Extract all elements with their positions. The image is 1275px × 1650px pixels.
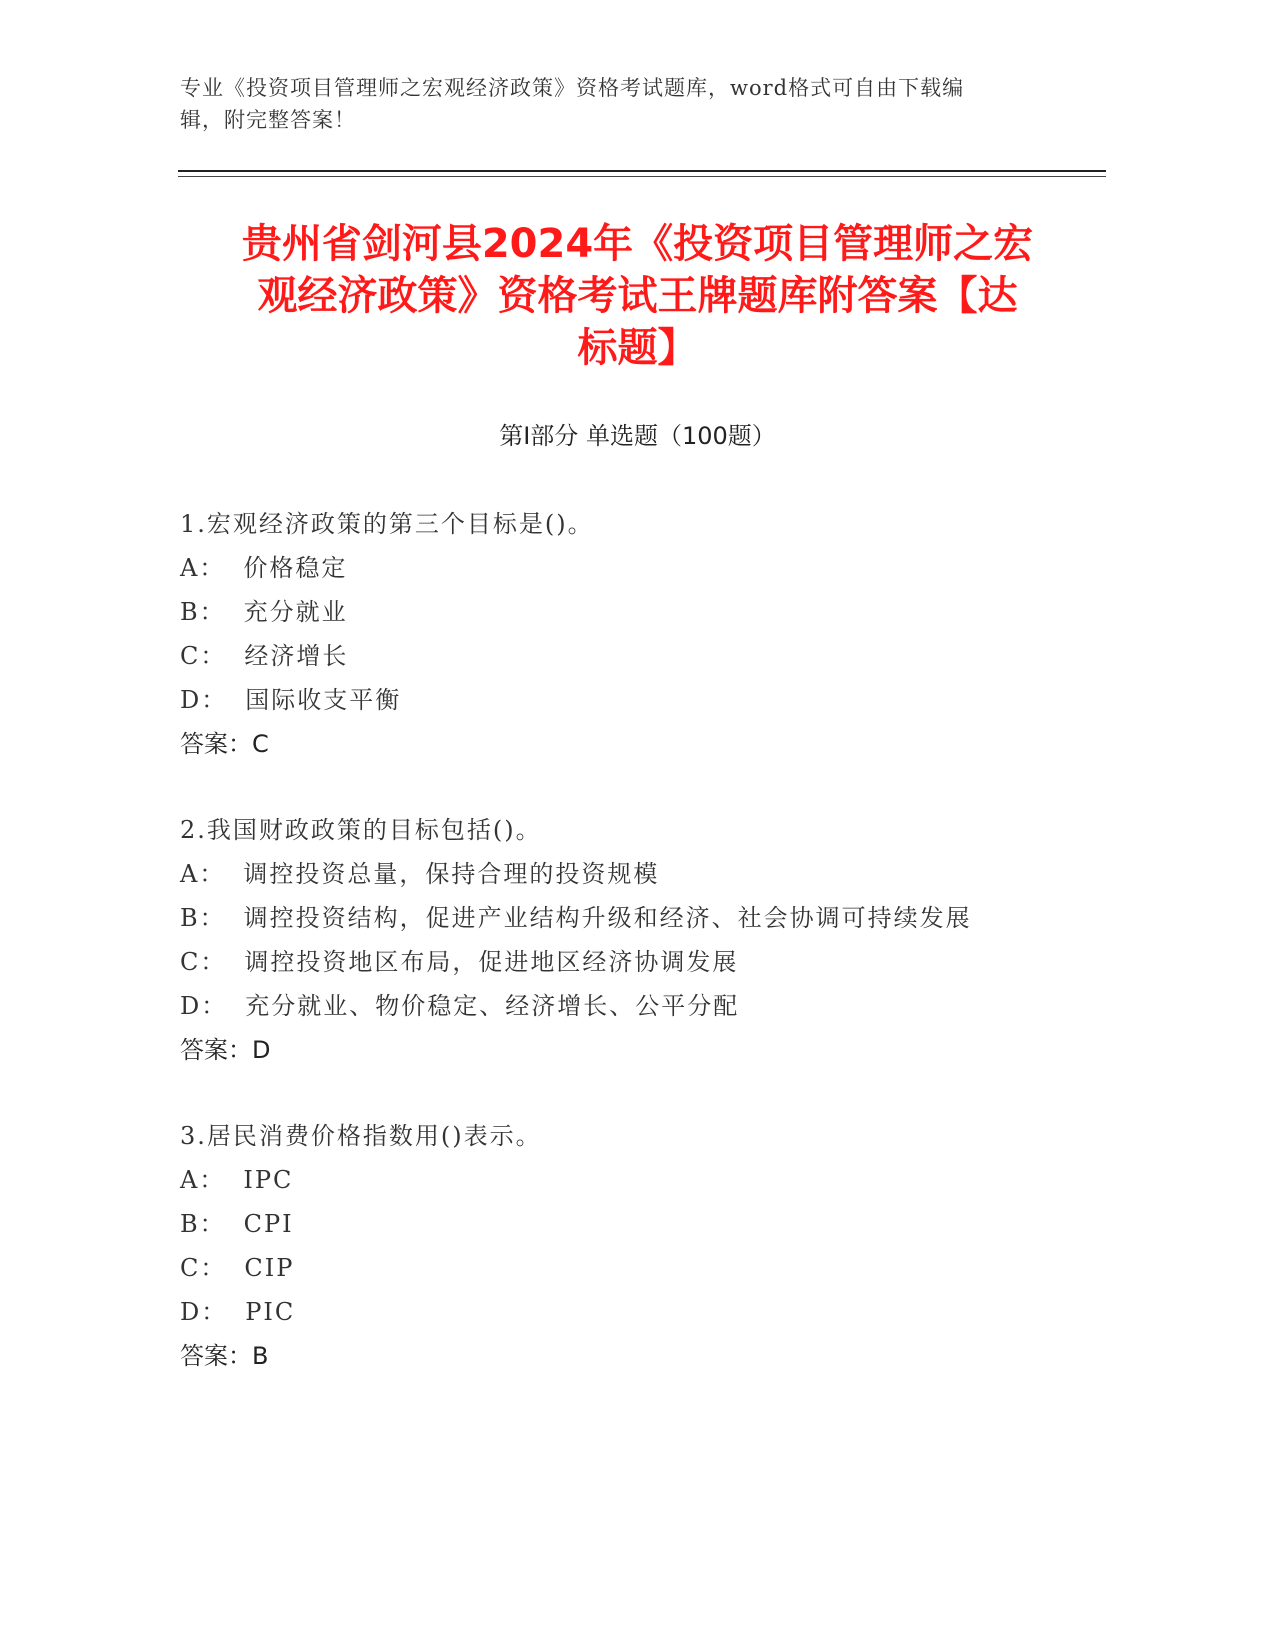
option-letter: D： bbox=[180, 992, 228, 1020]
header-divider bbox=[178, 170, 1106, 172]
question-stem: 3.居民消费价格指数用()表示。 bbox=[180, 1122, 542, 1150]
option-text: 调控投资总量，保持合理的投资规模 bbox=[243, 860, 660, 888]
option-text: 经济增长 bbox=[244, 642, 349, 670]
header-divider-thin bbox=[178, 176, 1106, 177]
option-letter: B： bbox=[180, 1210, 226, 1238]
option-text: 充分就业 bbox=[243, 598, 348, 626]
option-c bbox=[180, 1246, 1080, 1290]
option-letter: A： bbox=[180, 554, 226, 582]
option-b bbox=[180, 1202, 1080, 1246]
question-block bbox=[180, 808, 1080, 1072]
option-text: IPC bbox=[243, 1166, 294, 1194]
question-block bbox=[180, 502, 1080, 766]
header-note-line: 辑，附完整答案！ bbox=[180, 108, 356, 132]
option-a bbox=[180, 852, 1080, 896]
header-note-line: 专业《投资项目管理师之宏观经济政策》资格考试题库，word格式可自由下载编 bbox=[180, 76, 965, 100]
option-text: 充分就业、物价稳定、经济增长、公平分配 bbox=[245, 992, 740, 1020]
option-letter: B： bbox=[180, 904, 226, 932]
option-b bbox=[180, 896, 1080, 940]
document-title bbox=[160, 218, 1115, 374]
option-text: CPI bbox=[243, 1210, 294, 1238]
option-letter: C： bbox=[180, 1254, 227, 1282]
option-text: 调控投资结构，促进产业结构升级和经济、社会协调可持续发展 bbox=[243, 904, 972, 932]
option-letter: C： bbox=[180, 948, 227, 976]
question-stem: 1.宏观经济政策的第三个目标是()。 bbox=[180, 510, 594, 538]
option-b bbox=[180, 590, 1080, 634]
section-heading: 第Ⅰ部分 单选题（100题） bbox=[499, 422, 776, 450]
header-note bbox=[180, 72, 1080, 136]
title-line: 标题】 bbox=[577, 325, 698, 371]
option-text: 价格稳定 bbox=[243, 554, 348, 582]
option-text: 国际收支平衡 bbox=[245, 686, 402, 714]
option-letter: D： bbox=[180, 686, 228, 714]
option-text: 调控投资地区布局，促进地区经济协调发展 bbox=[244, 948, 739, 976]
option-letter: D： bbox=[180, 1298, 228, 1326]
title-line: 贵州省剑河县2024年《投资项目管理师之宏 bbox=[241, 221, 1034, 267]
option-c bbox=[180, 940, 1080, 984]
title-line: 观经济政策》资格考试王牌题库附答案【达 bbox=[257, 273, 1018, 319]
option-d bbox=[180, 678, 1080, 722]
option-a bbox=[180, 1158, 1080, 1202]
answer-line: 答案：C bbox=[180, 730, 269, 758]
option-letter: C： bbox=[180, 642, 227, 670]
question-stem: 2.我国财政政策的目标包括()。 bbox=[180, 816, 542, 844]
option-d bbox=[180, 984, 1080, 1028]
answer-line: 答案：D bbox=[180, 1036, 271, 1064]
option-text: PIC bbox=[245, 1298, 296, 1326]
question-block bbox=[180, 1114, 1080, 1378]
option-letter: A： bbox=[180, 1166, 226, 1194]
answer-line: 答案：B bbox=[180, 1342, 269, 1370]
option-d bbox=[180, 1290, 1080, 1334]
option-text: CIP bbox=[244, 1254, 295, 1282]
option-letter: B： bbox=[180, 598, 226, 626]
option-letter: A： bbox=[180, 860, 226, 888]
option-c bbox=[180, 634, 1080, 678]
option-a bbox=[180, 546, 1080, 590]
